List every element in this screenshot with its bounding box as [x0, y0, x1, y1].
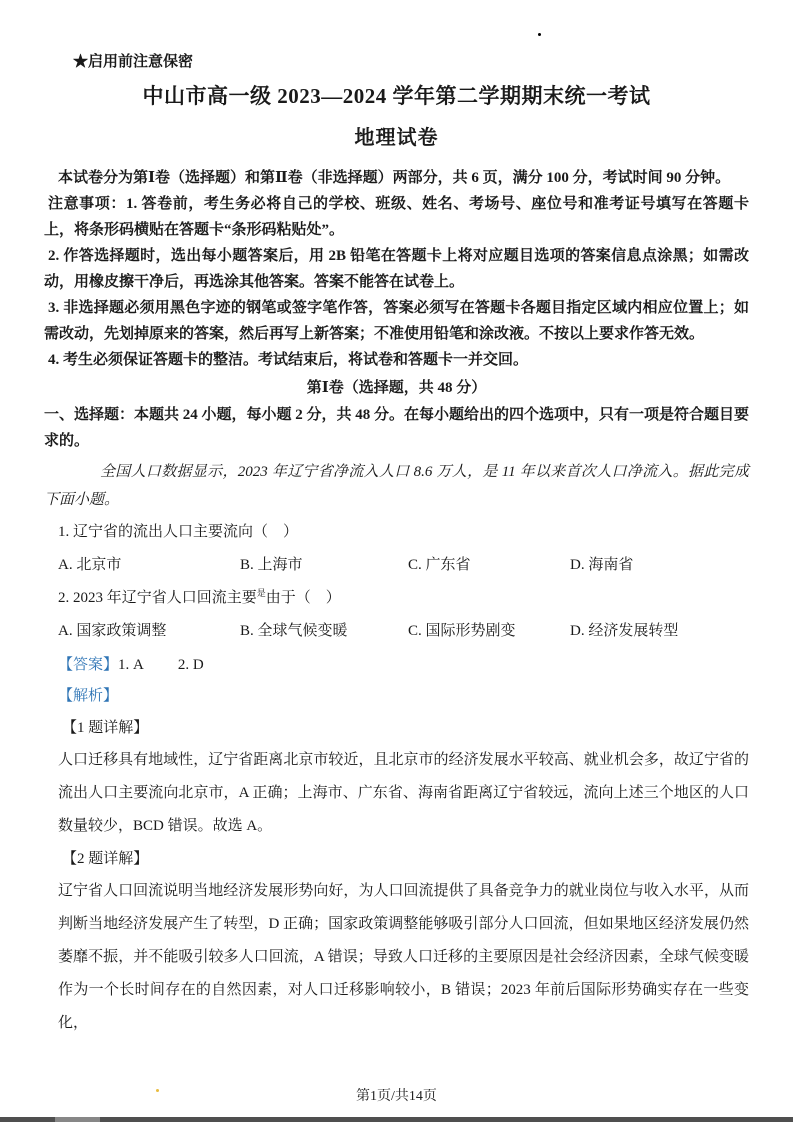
question-1-option-c: C. 广东省 [408, 557, 471, 573]
note-item-4: 4. 考生必须保证答题卡的整洁。考试结束后，将试卷和答题卡一并交回。 [48, 352, 529, 368]
explanation-1: 人口迁移具有地域性，辽宁省距离北京市较近，且北京市的经济发展水平较高、就业机会多，故辽宁省的流出人口主要流向北京市，A 正确；上海市、广东省、海南省距离辽宁省较远，流向上述三个地区的人口数量较少，BCD 错误。故选 A。 [58, 752, 749, 834]
question-2-text [58, 582, 749, 615]
analysis-label: 【解析】 [58, 688, 119, 704]
question-1-text: 1. 辽宁省的流出人口主要流向（ ） [58, 524, 299, 540]
question-1-option-b: B. 上海市 [240, 557, 303, 573]
answer-2: 2. D [177, 657, 204, 673]
question-2-option-a: A. 国家政策调整 [58, 623, 167, 639]
answer-1: 1. A [118, 657, 144, 673]
question-1-option-a: A. 北京市 [58, 557, 122, 573]
question-2-option-b: B. 全球气候变暖 [240, 623, 348, 639]
exam-overview: 本试卷分为第Ⅰ卷（选择题）和第Ⅱ卷（非选择题）两部分，共 6 页，满分 100 分，考试时间 90 分钟。 [58, 170, 731, 186]
answer-label: 【答案】 [58, 657, 119, 673]
question-2-text-before: 2. 2023 年辽宁省人口回流主要 [58, 590, 257, 606]
security-notice: ★启用前注意保密 [73, 54, 194, 70]
stray-ink-dot [538, 33, 541, 36]
exam-title: 中山市高一级 2023—2024 学年第二学期期末统一考试 [142, 84, 651, 108]
page-number: 第1页/共14页 [356, 1089, 437, 1104]
exam-instructions [44, 165, 749, 373]
note-item-1: 注意事项：1. 答卷前，考生务必将自己的学校、班级、姓名、考场号、座位号和准考证号填写在答题卡上，将条形码横贴在答题卡“条形码粘贴处”。 [44, 196, 749, 238]
yellow-dot-artifact [156, 1089, 159, 1092]
section-1-intro: 一、选择题：本题共 24 小题，每小题 2 分，共 48 分。在每小题给出的四个选项中，只有一项是符合题目要求的。 [44, 407, 750, 449]
exam-subtitle: 地理试卷 [354, 127, 439, 149]
question-2-option-c: C. 国际形势剧变 [408, 623, 516, 639]
question-2 [58, 582, 749, 648]
question-stimulus: 全国人口数据显示，2023 年辽宁省净流入人口 8.6 万人，是 11 年以来首次人口净流入。据此完成下面小题。 [44, 464, 749, 508]
detail-1-label: 【1 题详解】 [62, 720, 149, 736]
detail-2-label: 【2 题详解】 [62, 851, 149, 867]
question-1-option-d: D. 海南省 [570, 557, 634, 573]
question-2-text-after: 由于（ ） [265, 590, 341, 606]
bottom-edge-smudge [55, 1117, 100, 1122]
note-item-3: 3. 非选择题必须用黑色字迹的钢笔或签字笔作答，答案必须写在答题卡各题目指定区域内相应位置上；如需改动，先划掉原来的答案，然后再写上新答案；不准使用铅笔和涂改液。不按以上要求作答无效。 [44, 300, 749, 342]
explanation-2: 辽宁省人口回流说明当地经济发展形势向好，为人口回流提供了具备竞争力的就业岗位与收入水平，从而判断当地经济发展产生了转型，D 正确；国家政策调整能够吸引部分人口回流，但如果地区经济发展仍然萎靡不振，并不能吸引较多人口回流，A 错误；导致人口迁移的主要原因是社会经济因素，全球气候变暖作为一个长时间存在的自然因素，对人口迁移影响较小，B 错误；2023 年前后国际形势确实存在一些变化， [58, 883, 749, 1031]
question-2-superscript: 是 [256, 588, 266, 598]
answer-line [58, 650, 749, 681]
bottom-edge-bar [0, 1117, 793, 1122]
question-1 [58, 516, 749, 582]
question-1-options [58, 549, 749, 582]
question-2-option-d: D. 经济发展转型 [570, 623, 679, 639]
question-2-options [58, 615, 749, 648]
note-item-2: 2. 作答选择题时，选出每小题答案后，用 2B 铅笔在答题卡上将对应题目选项的答案信息点涂黑；如需改动，用橡皮擦干净后，再选涂其他答案。答案不能答在试卷上。 [44, 248, 749, 290]
section-1-header: 第Ⅰ卷（选择题，共 48 分） [306, 380, 487, 396]
